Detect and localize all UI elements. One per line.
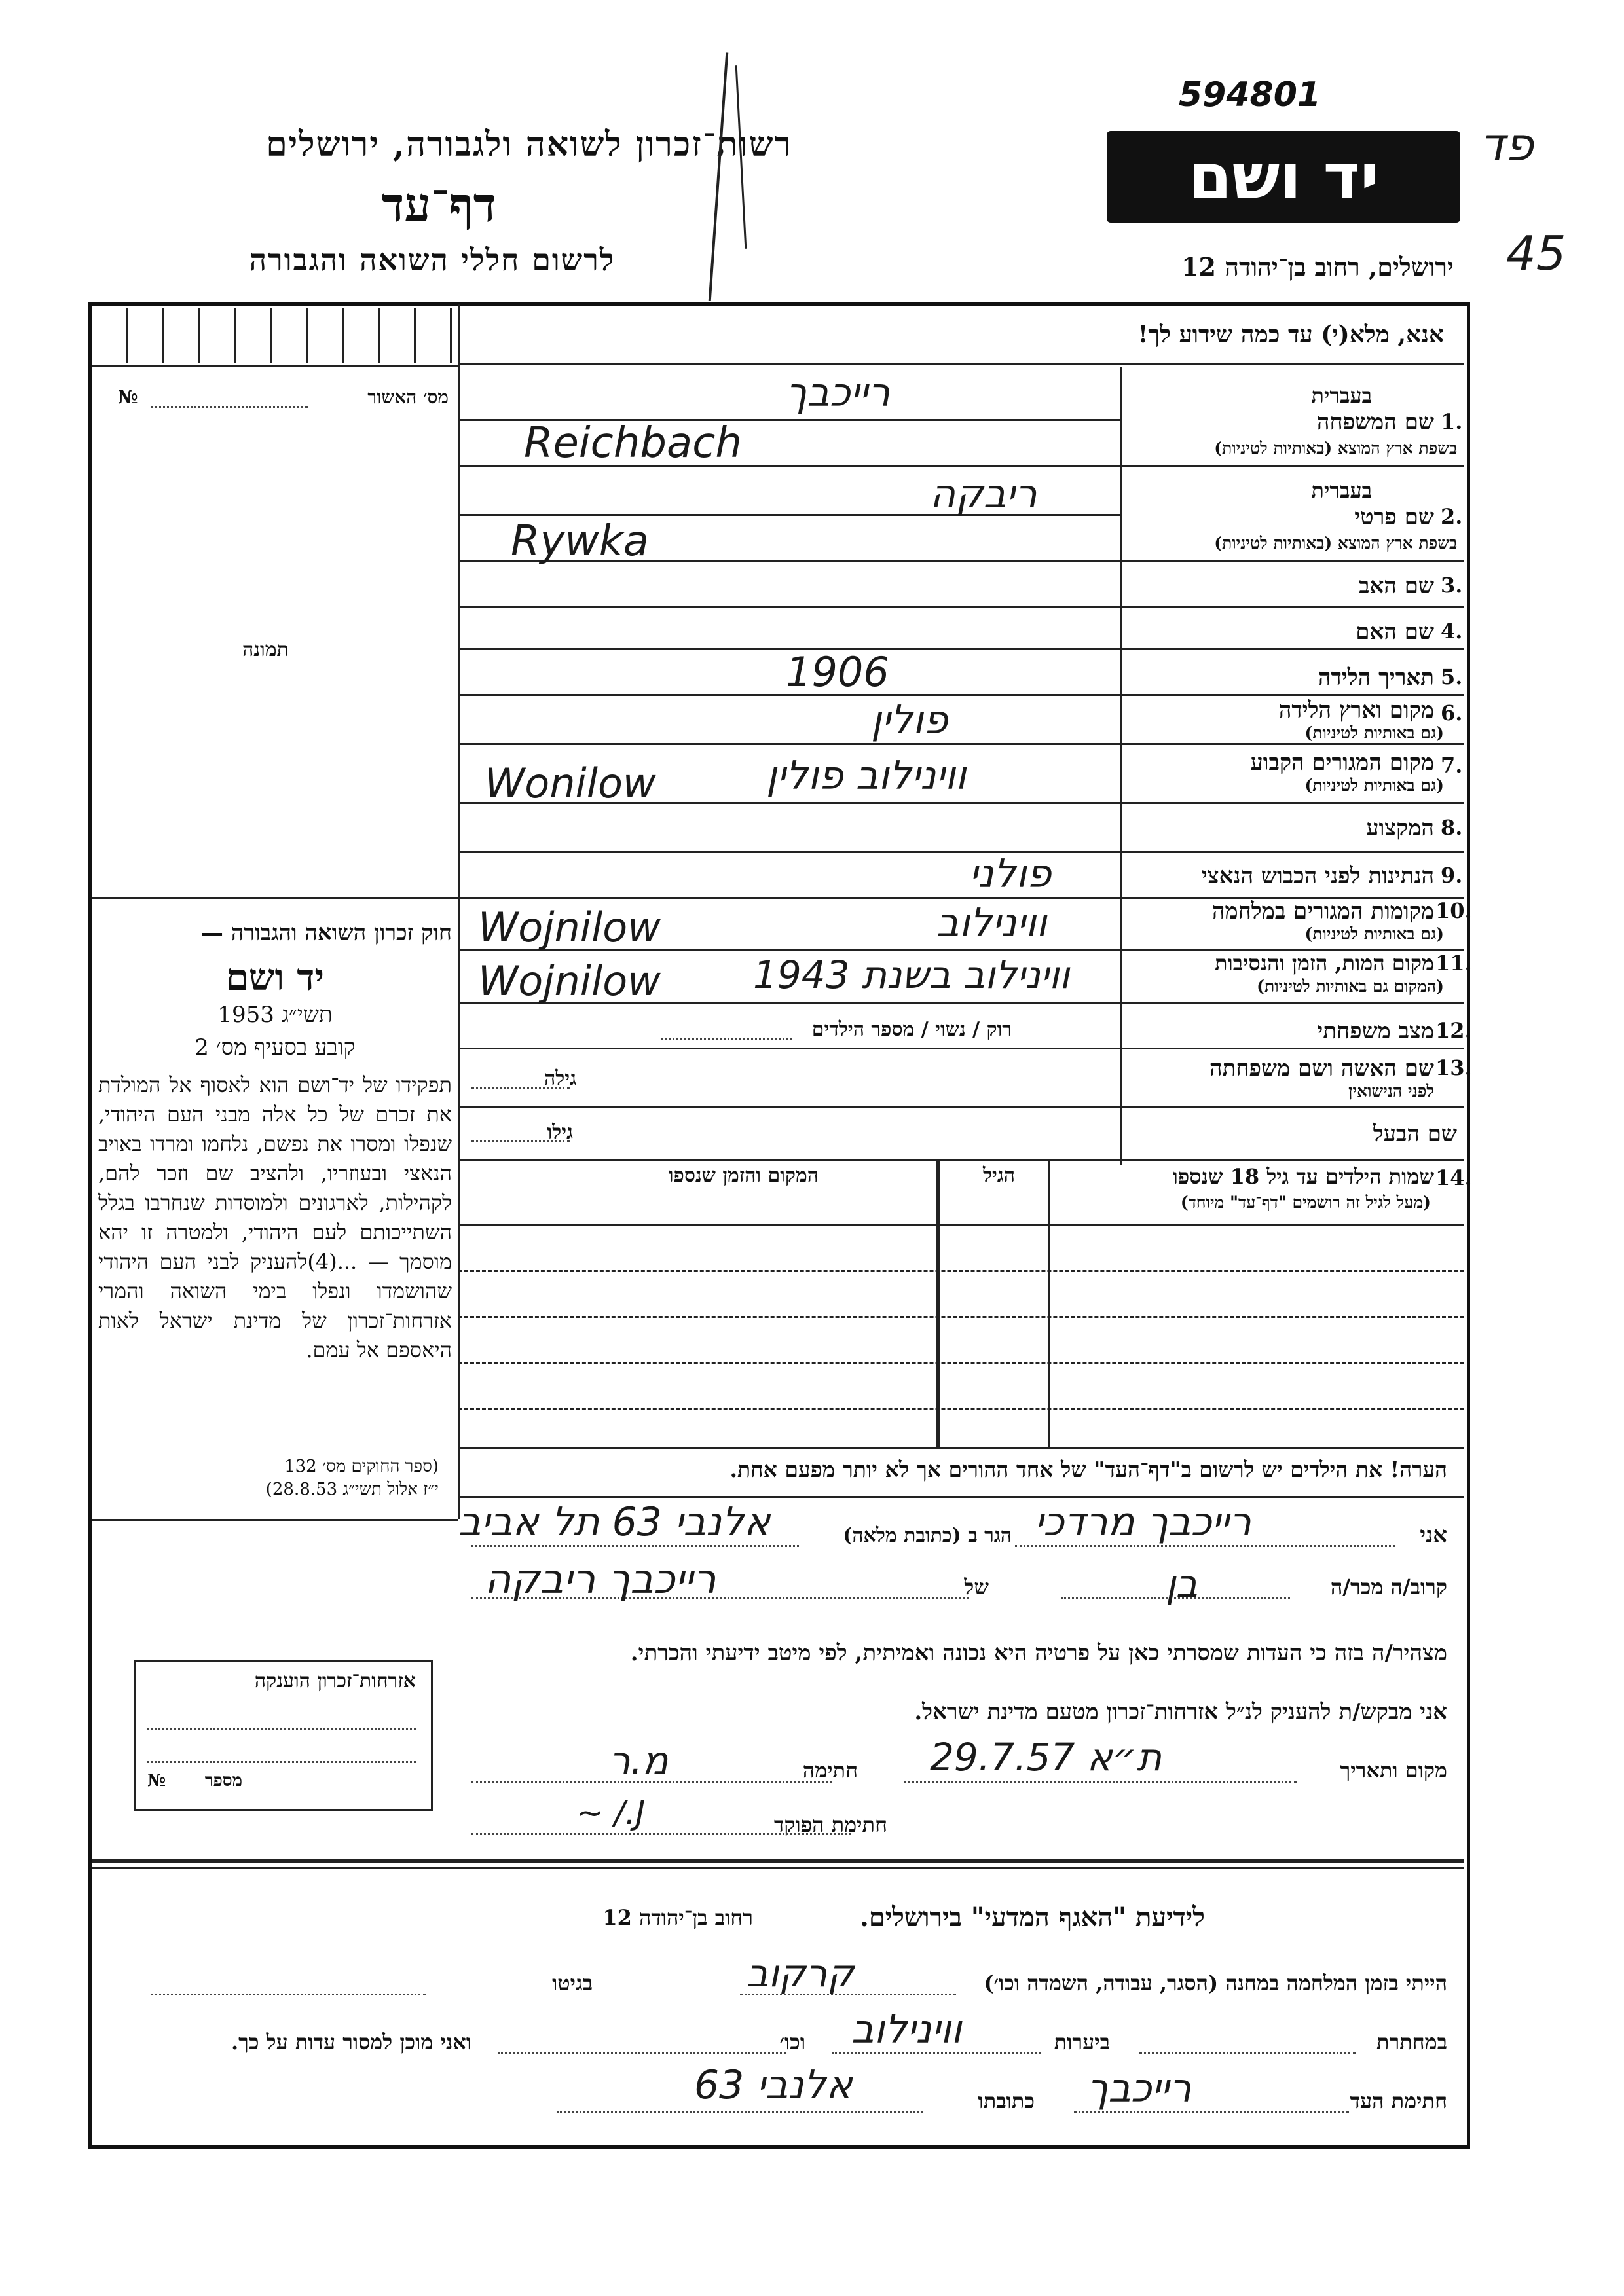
field-10-label: מקומות המגורים במלחמה	[1211, 898, 1434, 924]
war-residence-latin: Wojnilow	[478, 903, 661, 951]
photo-label: תמונה	[242, 638, 289, 661]
ready-label: ואני מוכן למסור עדות על כך.	[231, 2030, 471, 2054]
field-7-num: 7.	[1441, 753, 1463, 778]
war-residence-he: ווינילוב	[936, 900, 1047, 946]
field-12-num: 12.	[1435, 1018, 1472, 1043]
birth-date-value: 1906	[786, 648, 889, 696]
field-3-num: 3.	[1441, 573, 1463, 598]
lang-origin-2: בשפת ארץ המוצא (באותיות לטיניות)	[1214, 534, 1457, 553]
lang-hebrew-1: בעברית	[1311, 383, 1372, 408]
hiding-label: במחתרת	[1376, 2030, 1447, 2054]
org-line: רשות־זכרון לשואה ולגבורה, ירושלים	[266, 124, 792, 164]
field-3-label: שם האב	[1359, 573, 1434, 599]
statement: מצהיר/ה בזה כי העדות שמסרתי כאן על פרטיה היא נכונה ואמיתית, לפי מיטב ידיעתי והכרתי.	[630, 1640, 1447, 1666]
place-date-value: ת״א 29.7.57	[930, 1735, 1162, 1779]
field-6-label: מקום וארץ הלידה	[1278, 697, 1434, 723]
approval-tick-boxes	[92, 308, 458, 363]
intro-text: אנא, מלא(י) עד כמה שידוע לך!	[1137, 321, 1444, 348]
camp-line: הייתי בזמן המלחמה במחנה (הסגר, עבודה, השמדה וכו׳)	[984, 1971, 1447, 1995]
col-age: הגיל	[982, 1164, 1015, 1187]
first-name-he: ריבקה	[930, 471, 1037, 517]
field-14-label: שמות הילדים עד גיל 18 שנספו	[1172, 1164, 1434, 1189]
declarant-name: רייכבך מרדכי	[1035, 1499, 1251, 1545]
death-place-he: ווינילוב בשנת 1943	[753, 953, 1070, 997]
relative-label: קרוב/ה מכר/ה	[1330, 1575, 1447, 1599]
law-text: תפקידו של יד־ושם הוא לאסוף אל המולדת את זכרם של כל אלה מבני העם היהודי, שנפלו ומסרו את נפשם, נלחמו ומרדו באויב הנאצי ובעוזריו, ולהציב שם וזכר להם, לקהילות, לארגונים ולמוסדות שנחרבו בגלל השתייכותם לעם היהודי, ולמטרה זו יהא מוסמך — ...(4)להעניק לבני העם היהודי שהושמדו ונפלו בימי השואה והמרי אזרחות־זכרון של מדינת ישראל לאות היאספם אל עמם.	[98, 1072, 452, 1362]
citizenship-box-title: אזרחות־זכרון הוענקה	[254, 1669, 416, 1692]
field-1-label: שם המשפחה	[1316, 409, 1434, 435]
lang-origin-1: בשפת ארץ המוצא (באותיות לטיניות)	[1214, 439, 1457, 458]
field-8-label: המקצוע	[1366, 815, 1434, 841]
field-10-note: (גם באותיות לטיניות)	[1304, 924, 1444, 943]
address-label-bottom: כתובתו	[978, 2088, 1035, 2113]
field-14-note: (מעל לגיל זה רושמים "דף־עד" מיוחד)	[1180, 1193, 1431, 1212]
camp-value: קרקוב	[747, 1951, 855, 1995]
resides-label: הגר ב (כתובת מלאה)	[843, 1524, 1012, 1547]
field-4-num: 4.	[1441, 619, 1463, 644]
yad-vashem-logo	[1107, 131, 1460, 223]
field-12-label: מצב משפחתי	[1317, 1018, 1434, 1044]
stamp-number: 594801	[1179, 75, 1321, 115]
lang-hebrew-2: בעברית	[1311, 478, 1372, 503]
field-9-label: הנתינות לפני הכבוש הנאצי	[1201, 863, 1434, 889]
field-13-num: 13.	[1435, 1055, 1472, 1080]
citizenship-value: פולני	[969, 851, 1052, 897]
forests-value: ווינילוב	[851, 2007, 962, 2052]
field-1-num: 1.	[1441, 409, 1463, 434]
declaration-i: אני	[1420, 1522, 1447, 1548]
col-place: המקום והזמן שנספו	[668, 1164, 819, 1187]
officer-signature: ~ /.J	[576, 1794, 646, 1832]
form-subtitle: לרשום חללי השואה והגבורה	[249, 242, 616, 278]
forests-label: ביערות	[1054, 2030, 1110, 2054]
place-date-label: מקום ותאריך	[1340, 1758, 1447, 1783]
signature-label: חתימה	[802, 1758, 858, 1783]
field-10-num: 10.	[1435, 898, 1472, 923]
law-year: תשי״ג 1953	[217, 1002, 333, 1028]
first-name-latin: Rywka	[511, 517, 649, 566]
remark: הערה! את הילדים יש לרשום ב"דף־העד" של אחד ההורים אך לא יותר מפעם אחת.	[729, 1457, 1447, 1482]
field-6-note: (גם באותיות לטיניות)	[1304, 723, 1444, 742]
header-address: ירושלים, רחוב בן־יהודה 12	[1181, 252, 1454, 282]
marital-options: רוק / נשוי / מספר הילדים	[811, 1018, 1012, 1041]
field-13-note: לפני הנישואין	[1348, 1082, 1434, 1101]
corner-mark-1: פד	[1480, 118, 1534, 172]
approval-label: מס׳ האשור	[367, 386, 449, 408]
field-14-num: 14.	[1435, 1165, 1472, 1190]
logo-text: יד ושם	[1188, 140, 1379, 213]
field-8-num: 8.	[1441, 815, 1463, 840]
corner-mark-2: 45	[1506, 226, 1566, 281]
law-name: יד ושם	[225, 956, 325, 999]
officer-label: חתימת הפוקד	[774, 1812, 887, 1837]
relation-value: בן	[1166, 1561, 1198, 1606]
field-9-num: 9.	[1441, 863, 1463, 888]
field-7-label: מקום המגורים הקבוע	[1250, 750, 1434, 776]
field-5-label: תאריך הלידה	[1318, 665, 1434, 691]
field-11-label: מקום המות, הזמן והנסיבות	[1214, 951, 1434, 975]
field-2-num: 2.	[1441, 504, 1463, 529]
address-value: אלנבי 63 תל אביב	[458, 1499, 771, 1545]
citizenship-box-no: №	[147, 1771, 166, 1791]
husband-age-label: גילו	[547, 1121, 573, 1144]
field-11-num: 11.	[1435, 951, 1472, 975]
witness-label: חתימת העד	[1350, 2088, 1447, 2113]
of-value: רייכבך ריבקה	[485, 1555, 716, 1603]
death-place-latin: Wojnilow	[478, 957, 661, 1005]
law-clause: קובע בסעיף מס׳ 2	[194, 1034, 356, 1061]
citizenship-box-number: מספר	[204, 1771, 242, 1791]
signature-value: מ.ר	[609, 1738, 669, 1783]
law-ref-1: (ספר החוקים מס׳ 132	[284, 1457, 439, 1476]
residence-he: ווינילוב פולין	[766, 753, 967, 799]
family-name-latin: Reichbach	[524, 419, 742, 467]
field-2-label: שם פרטי	[1354, 504, 1434, 530]
field-7-note: (גם באותיות לטיניות)	[1304, 776, 1444, 795]
bottom-title: לידיעת "האגף המדעי" בירושלים.	[859, 1902, 1205, 1933]
of-label: של	[964, 1575, 989, 1599]
request: אני מבקש/ת להעניק לנ״ל אזרחות־זכרון מטעם מדינת ישראל.	[914, 1699, 1447, 1725]
residence-latin: Wonilow	[485, 759, 656, 807]
husband-label: שם הבעל	[1373, 1121, 1457, 1147]
family-name-he: רייכבך	[786, 370, 891, 416]
form-title: דף־עד	[381, 177, 496, 232]
witness-address: אלנבי 63	[694, 2062, 853, 2108]
field-4-label: שם האם	[1356, 619, 1434, 645]
witness-value: רייכבך	[1087, 2066, 1192, 2111]
law-ref-2: י״ז אלול תשי״ג 28.8.53)	[265, 1480, 439, 1499]
field-6-num: 6.	[1441, 701, 1463, 725]
field-5-num: 5.	[1441, 665, 1463, 689]
law-title: חוק זכרון השואה והגבורה —	[200, 920, 452, 946]
field-13-label: שם האשה ושם משפחתה	[1209, 1055, 1434, 1082]
approval-no: №	[118, 386, 138, 408]
bottom-address: רחוב בן־יהודה 12	[602, 1905, 753, 1930]
birth-place-value: פולין	[871, 697, 948, 743]
wife-age-label: גילה	[544, 1067, 576, 1090]
field-11-note: (המקום גם באותיות לטיניות)	[1257, 977, 1444, 996]
ghetto-label: בגיטו	[552, 1971, 593, 1995]
etc-label: וכו׳	[779, 2030, 805, 2054]
